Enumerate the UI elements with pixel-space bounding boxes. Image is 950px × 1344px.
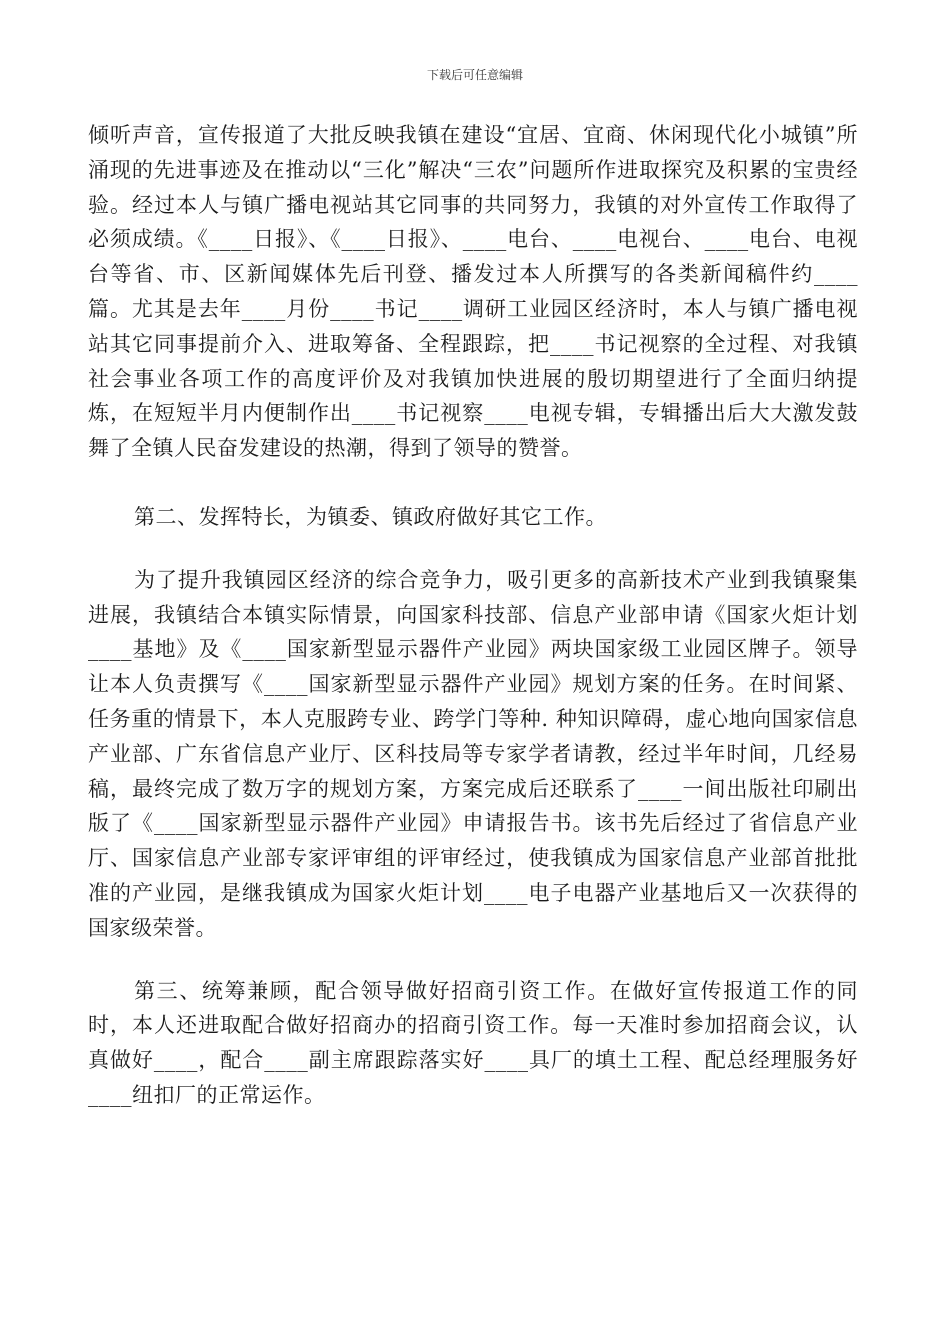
paragraph-publicity-work: 倾听声音，宣传报道了大批反映我镇在建设“宜居、宜商、休闲现代化小城镇”所涌现的先进事迹及在推动以“三化”解决“三农”问题所作进取探究及积累的宝贵经验。经过本人与镇广播电视站其它同事的共同努力，我镇的对外宣传工作取得了必须成绩。《____日报》、《____日报》、____电台、____电视台、____电台、电视台等省、市、区新闻媒体先后刊登、播发过本人所撰写的各类新闻稿件约____篇。尤其是去年____月份____书记____调研工业园区经济时，本人与镇广播电视站其它同事提前介入、进取筹备、全程跟踪，把____书记视察的全过程、对我镇社会事业各项工作的高度评价及对我镇加快进展的殷切期望进行了全面归纳提炼，在短短半月内便制作出____书记视察____电视专辑，专辑播出后大大激发鼓舞了全镇人民奋发建设的热潮，得到了领导的赞誉。 <box>88 123 858 461</box>
paragraph-industrial-park: 为了提升我镇园区经济的综合竞争力，吸引更多的高新技术产业到我镇聚集进展，我镇结合本镇实际情景，向国家科技部、信息产业部申请《国家火炬计划____基地》及《____国家新型显示器件产业园》两块国家级工业园区牌子。领导让本人负责撰写《____国家新型显示器件产业园》规划方案的任务。在时间紧、任务重的情景下，本人克服跨专业、跨学门等种. 种知识障碍，虚心地向国家信息产业部、广东省信息产业厅、区科技局等专家学者请教，经过半年时间，几经易稿，最终完成了数万字的规划方案，方案完成后还联系了____一间出版社印刷出版了《____国家新型显示器件产业园》申请报告书。该书先后经过了省信息产业厅、国家信息产业部专家评审组的评审经过，使我镇成为国家信息产业部首批批准的产业园，是继我镇成为国家火炬计划____电子电器产业基地后又一次获得的国家级荣誉。 <box>88 567 858 940</box>
page-header-note: 下载后可任意编辑 <box>426 68 523 82</box>
paragraph-investment-attraction: 第三、统筹兼顾，配合领导做好招商引资工作。在做好宣传报道工作的同时，本人还进取配合做好招商办的招商引资工作。每一天准时参加招商会议，认真做好____，配合____副主席跟踪落实好____具厂的填土工程、配总经理服务好____纽扣厂的正常运作。 <box>88 978 858 1107</box>
document-body <box>88 118 858 1113</box>
section-heading-second: 第二、发挥特长，为镇委、镇政府做好其它工作。 <box>134 504 607 529</box>
